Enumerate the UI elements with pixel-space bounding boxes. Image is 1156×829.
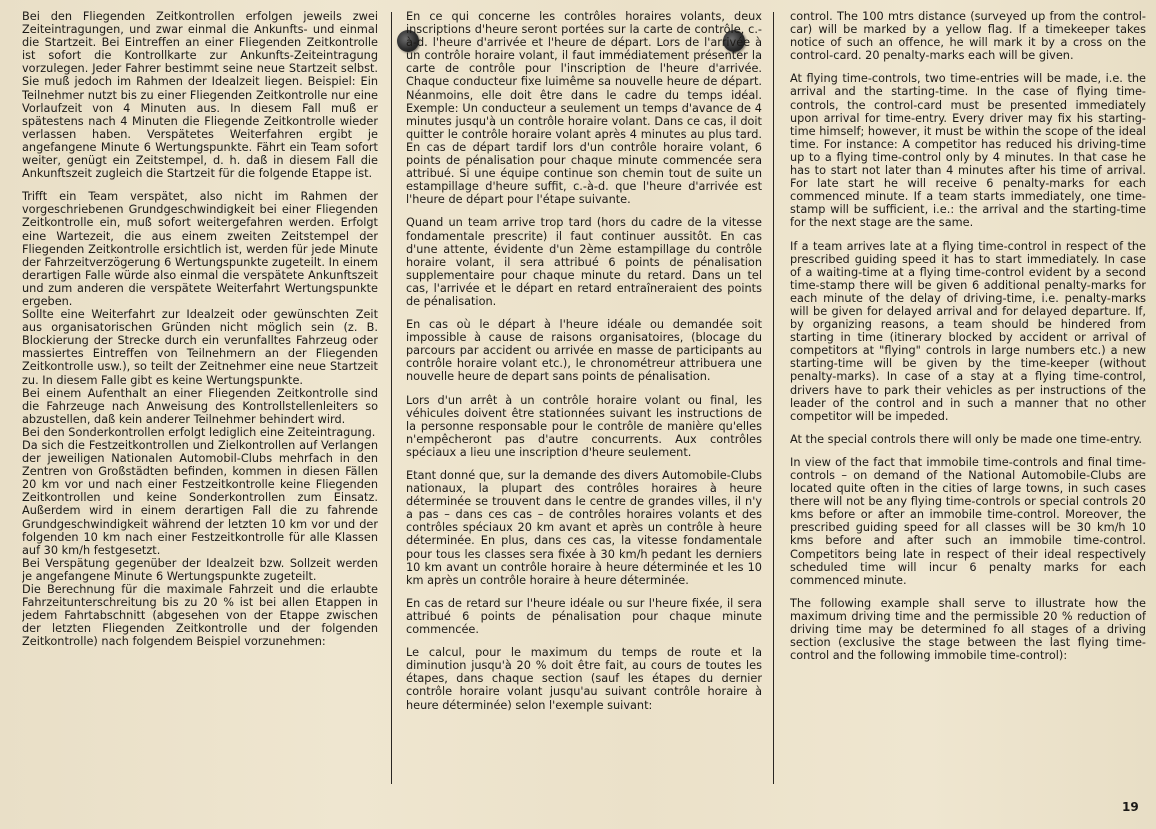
column-divider xyxy=(773,12,774,784)
paragraph: Bei Verspätung gegenüber der Idealzeit bzw. Sollzeit werden je angefangene Minute 6 Wertungspunkte zugeteilt. xyxy=(22,556,378,583)
paragraph: Le calcul, pour le maximum du temps de route et la diminution jusqu'à 20 % doit être fait, au cours de toutes les étapes, dans chaque section (sauf les étapes du dernier contrôle horaire volant jusqu'au suivant contrôle horaire à heure déterminée) selon l'exemple suivant: xyxy=(406,646,762,712)
paragraph: Bei den Sonderkontrollen erfolgt lediglich eine Zeiteintragung. xyxy=(22,425,376,439)
german-column xyxy=(22,10,378,790)
paragraph: At flying time-controls, two time-entries will be made, i.e. the arrival and the starting-time. In the case of flying time-controls, the control-card must be presented immediately upon arrival for time-entry. Every driver may fix his starting-time himself; however, it must be within the scope of the ideal time. For instance: A competitor has reduced his driving-time up to a flying time-control only by 4 minutes. In that case he has to start not later than 4 minutes after his time of arrival. For late start he will receive 6 penalty-marks for each commenced minute. If a team starts immediately, one time-stamp will be sufficient, i.e.: the arrival and the starting-time for the next stage are the same. xyxy=(790,72,1146,230)
paragraph: If a team arrives late at a flying time-control in respect of the prescribed guiding speed it has to start immediately. In case of a waiting-time at a flying time-control evident by a second time-stamp there will be given 6 additional penalty-marks for each minute of the delay of driving-time, i.e. penalty-marks will be given for delayed arrival and for delayed departure. If, by organizing reasons, a team should be hindered from starting in time (itinerary blocked by accident or arrival of competitors at "flying" controls in large numbers etc.) a new starting-time will be given by the time-keeper (without penalty-marks). In case of a stay at a flying time-control, drivers have to park their vehicles as per instructions of the leader of the control and in such a manner that no other competitor will be impeded. xyxy=(790,239,1146,423)
paragraph: At the special controls there will only be made one time-entry. xyxy=(790,432,1142,446)
paragraph: En cas où le départ à l'heure idéale ou demandée soit impossible à cause de raisons organisatoires, (blocage du parcours par accident ou arrivée en masse de participants au contrôle horaire volant etc.), le chronométreur attribuera une nouvelle heure de depart sans points de pénalisation. xyxy=(406,318,762,384)
paragraph: Da sich die Festzeitkontrollen und Zielkontrollen auf Verlangen der jeweiligen Nationalen Automobil-Clubs mehrfach in den Zentren von Großstädten befinden, kommen in diesen Fällen 20 km vor und nach einer Festzeitkontrolle keine Fliegenden Zeitkontrollen und keine Sonderkontrollen zum Einsatz. Außerdem wird in einem derartigen Fall die zu fahrende Grundgeschwindigkeit während der letzten 10 km vor und der folgenden 10 km nach einer Festzeitkontrolle für alle Klassen auf 30 km/h festgesetzt. xyxy=(22,439,378,557)
paragraph: Lors d'un arrêt à un contrôle horaire volant ou final, les véhicules doivent être stationnées suivant les instructions de la personne responsable pour le contrôle de manière qu'elles n'empêcheront pas d'autre concurrents. Aux contrôles spéciaux a lieu une inscription d'heure seulement. xyxy=(406,393,762,459)
paragraph: Etant donné que, sur la demande des divers Automobile-Clubs nationaux, la plupart des contrôles horaires à heure déterminée se trouvent dans le centre de grandes villes, il n'y a pas – dans ces cas – de contrôles horaires volants et des contrôles spéciaux 20 km avant et après un contrôle à heure déterminée. En plus, dans ces cas, la vitesse fondamentale pour tous les classes sera fixée à 30 km/h pedant les derniers 10 km avant un contrôle horaire à heure déterminée et les 10 km après un contrôle horaire à heure déterminée. xyxy=(406,469,762,587)
paragraph: Bei den Fliegenden Zeitkontrollen erfolgen jeweils zwei Zeiteintragungen, und zwar einmal die Ankunfts- und einmal die Startzeit. Bei Eintreffen an einer Fliegenden Zeitkontrolle ist sofort die Kontrollkarte zur Ankunfts-Zeiteintragung vorzulegen. Jeder Fahrer bestimmt seine neue Startzeit selbst. Sie muß jedoch im Rahmen der Idealzeit liegen. Beispiel: Ein Teilnehmer nutzt bis zu einer Fliegenden Zeitkontrolle nur eine Vorlaufzeit von 4 Minuten aus. In diesem Fall muß er spätestens nach 4 Minuten die Fliegende Zeitkontrolle wieder verlassen haben. Verspätetes Weiterfahren ergibt je angefangene Minute 6 Wertungspunkte. Fährt ein Team sofort weiter, genügt ein Zeitstempel, d. h. daß in diesem Fall die Ankunftszeit zugleich die Startzeit für die folgende Etappe ist. xyxy=(22,10,378,181)
paragraph: In view of the fact that immobile time-controls and final time-controls – on demand of the National Automobile-Clubs are located quite often in the cities of large towns, in such cases there will not be any flying time-controls or special controls 20 kms before or after an immobile time-control. Moreover, the prescribed guiding speed for all classes will be 30 km/h 10 kms before and after such an immobile time-control. Competitors being late in respect of their ideal respectively scheduled time will incur 6 penalty marks for each commenced minute. xyxy=(790,455,1146,587)
french-column xyxy=(406,10,762,790)
paragraph: Quand un team arrive trop tard (hors du cadre de la vitesse fondamentale prescrite) il faut continuer aussitôt. En cas d'une attente, évidente d'un 2ème estampillage du contrôle horaire volant, il sera attribué 6 points de pénalisation supplementaire pour chaque minute du retard. Dans un tel cas, l'arrivée et le départ en retard entraîneraient des points de pénalisation. xyxy=(406,216,762,308)
paragraph: En ce qui concerne les contrôles horaires volants, deux inscriptions d'heure seront portées sur la carte de contrôle, c.-à-d. l'heure d'arrivée et l'heure de départ. Lors de l'arrivée à un contrôle horaire volant, il faut immédiatement présenter la carte de contrôle pour l'inscription de l'heure d'arrivée. Chaque conducteur fixe luimême sa nouvelle heure de départ. Néanmoins, elle doit être dans le cadre du temps idéal. Exemple: Un conducteur a seulement un temps d'avance de 4 minutes jusqu'à un contrôle horaire volant. Dans ce cas, il doit quitter le contrôle horaire volant après 4 minutes au plus tard. En cas de départ tardif lors d'un contrôle horaire volant, 6 points de pénalisation pour chaque minute commencée sera attribué. Si une équipe continue son chemin tout de suite un estampillage d'heure suffit, c.-à-d. que l'heure d'arrivée est l'heure de départ pour l'étape suivante. xyxy=(406,10,762,207)
column-divider xyxy=(391,12,392,784)
paragraph: Bei einem Aufenthalt an einer Fliegenden Zeitkontrolle sind die Fahrzeuge nach Anweisung des Kontrollstellenleiters so abzustellen, daß kein anderer Teilnehmer behindert wird. xyxy=(22,386,378,426)
paragraph: The following example shall serve to illustrate how the maximum driving time and the permissible 20 % reduction of driving time may be determined fo all stages of a driving section (exclusive the stage between the last flying time-control and the following immobile time-control): xyxy=(790,596,1146,663)
paragraph: En cas de retard sur l'heure idéale ou sur l'heure fixée, il sera attribué 6 points de pénalisation pour chaque minute commencée. xyxy=(406,596,762,637)
paragraph: Die Berechnung für die maximale Fahrzeit und die erlaubte Fahrzeitunterschreitung bis zu 20 % ist bei allen Etappen in jedem Fahrtabschnitt (abgesehen von der Etappe zwischen der letzten Fliegenden Zeitkontrolle und der folgenden Zeitkontrolle) nach folgendem Beispiel vorzunehmen: xyxy=(22,583,378,649)
paragraph: Sollte eine Weiterfahrt zur Idealzeit oder gewünschten Zeit aus organisatorischen Gründen nicht möglich sein (z. B. Blockierung der Strecke durch ein verunfalltes Fahrzeug oder massiertes Eintreffen von Teilnehmern an der Fliegenden Zeitkontrolle usw.), so teilt der Zeitnehmer eine neue Startzeit zu. In diesem Falle gibt es keine Wertungspunkte. xyxy=(22,308,378,387)
english-column xyxy=(790,10,1146,790)
paragraph: control. The 100 mtrs distance (surveyed up from the control-car) will be marked by a yellow flag. If a timekeeper takes notice of such an offence, he will mark it by a cross on the control-card. 20 penalty-marks each will be given. xyxy=(790,10,1146,63)
paragraph: Trifft ein Team verspätet, also nicht im Rahmen der vorgeschriebenen Grundgeschwindigkeit bei einer Fliegenden Zeitkontrolle ein, muß sofort weitergefahren werden. Erfolgt eine Wartezeit, die aus einem zweiten Zeitstempel der Fliegenden Zeitkontrolle ersichtlich ist, werden für jede Minute der Fahrzeitverzögerung 6 Wertungspunkte zugeteilt. In einem derartigen Falle würde also einmal die verspätete Ankunftszeit und zum anderen die verspätete Weiterfahrt Wertungspunkte ergeben. xyxy=(22,190,378,308)
page-number: 19 xyxy=(1122,800,1139,814)
